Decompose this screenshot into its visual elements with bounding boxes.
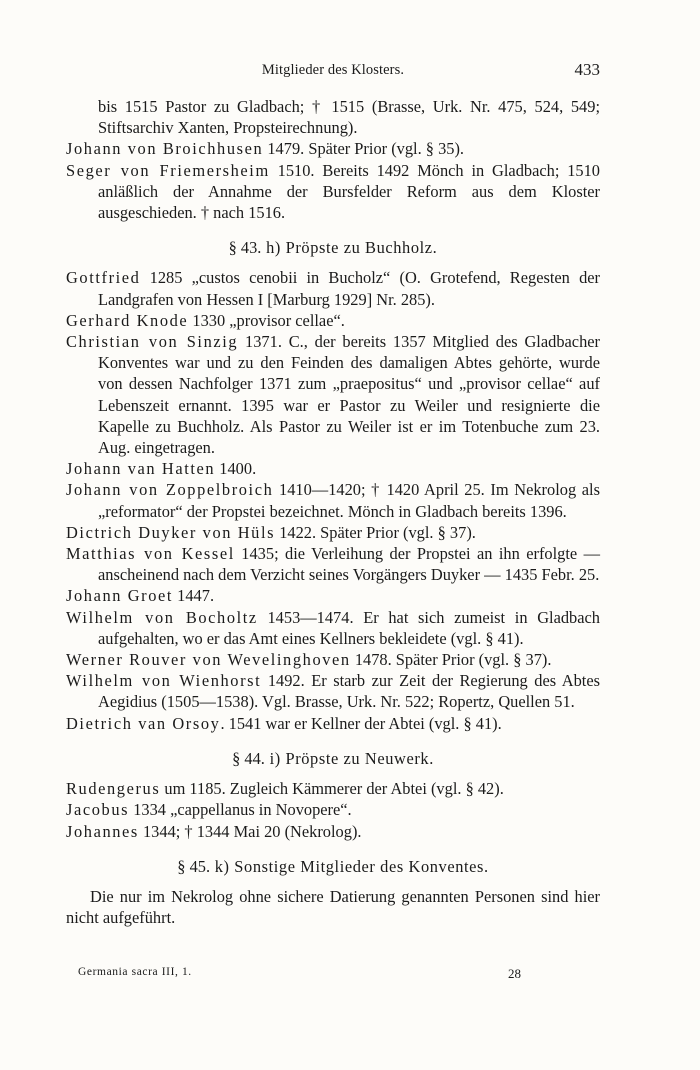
person-entry [66, 479, 600, 521]
running-header [66, 62, 600, 84]
section-title: h) Pröpste zu Buchholz. [261, 238, 438, 258]
person-entry [66, 331, 600, 458]
person-entry [66, 607, 600, 649]
page-body [66, 96, 600, 928]
person-details: 1453—1474. Er hat sich zumeist in Gladbach aufgehalten, wo er das Amt eines Kellners bekleidete (vgl. § 41). [98, 607, 600, 648]
person-name: Werner Rouver von Wevelinghoven [66, 650, 351, 670]
person-name: Johannes [66, 821, 139, 841]
running-title: Mitglieder des Klosters. [261, 62, 405, 78]
person-entry [66, 522, 600, 543]
person-details: 1371. C., der bereits 1357 Mitglied des Gladbacher Konventes war und zu den Feinden des damaligen Abtes gehörte, wurde von dessen Nachfolger 1371 zum „praepositus“ und „provisor cellae“ auf Lebenszeit ernannt. 1395 war er Pastor zu Weiler und resignierte die Kapelle zu Buchholz. Als Pastor zu Weiler ist er im Totenbuche zum 23. Aug. eingetragen. [98, 332, 600, 458]
person-name: Wilhelm von Bocholtz [66, 607, 258, 627]
person-entry [66, 821, 600, 842]
page-number: 433 [574, 60, 600, 79]
section-title: i) Pröpste zu Neuwerk. [264, 748, 434, 768]
continuation-text: bis 1515 Pastor zu Gladbach; † 1515 (Brasse, Urk. Nr. 475, 524, 549; Stiftsarchiv Xanten, Propsteirechnung). [98, 97, 600, 138]
person-name: Johann von Broichhusen [66, 139, 264, 159]
sheet-number: 28 [508, 966, 521, 981]
person-entry [66, 267, 600, 309]
person-details: 1400. [215, 459, 257, 479]
person-entry [66, 138, 600, 159]
person-details: 1435; die Verleihung der Propstei an ihn erfolgte — anscheinend nach dem Verzicht seines Vorgängers Duyker — 1435 Febr. 25. [98, 544, 600, 585]
section-number: § 45. [177, 856, 211, 876]
section-heading-45 [66, 856, 600, 877]
person-name: Jacobus [66, 800, 130, 820]
person-entry [66, 543, 600, 585]
section-number: § 44. [232, 748, 265, 768]
section-heading-43 [66, 237, 600, 258]
person-name: Gerhard Knode [66, 310, 189, 330]
person-details: 1422. Später Prior (vgl. § 37). [275, 522, 476, 542]
person-name: Rudengerus [66, 779, 161, 799]
section-45-paragraph: Die nur im Nekrolog ohne sichere Datierung genannten Personen sind hier nicht aufgeführt. [66, 886, 600, 928]
person-entry [66, 670, 600, 712]
person-name: Christian von Sinzig [66, 332, 239, 352]
person-entry [66, 160, 600, 224]
page-footer [78, 966, 528, 984]
person-entry [66, 458, 600, 479]
person-entry [66, 778, 600, 799]
person-entry [66, 799, 600, 820]
section-43-entry-list [66, 267, 600, 733]
person-details: 1478. Später Prior (vgl. § 37). [350, 650, 552, 670]
person-details: 1330 „provisor cellae“. [188, 310, 345, 330]
person-name: Matthias von Kessel [66, 544, 235, 564]
section-heading-44 [66, 748, 600, 769]
person-details: 1510. Bereits 1492 Mönch in Gladbach; 1510 anläßlich der Annahme der Bursfelder Reform aus dem Kloster ausgeschieden. † nach 1516. [98, 160, 600, 223]
person-details: um 1185. Zugleich Kämmerer der Abtei (vgl. § 42). [160, 779, 504, 799]
person-details: 1447. [173, 586, 215, 606]
person-name: Dictrich Duyker von Hüls [66, 522, 276, 542]
intro-entry-list [66, 138, 600, 223]
person-name: Johann Groet [66, 586, 174, 606]
person-name: Wilhelm von Wienhorst [66, 671, 262, 691]
person-details: 1479. Später Prior (vgl. § 35). [263, 139, 465, 159]
person-name: Seger von Friemersheim [66, 160, 270, 180]
person-name: Johann van Hatten [66, 459, 216, 479]
person-name: Dietrich van Orsoy [66, 713, 221, 733]
person-details: 1334 „cappellanus in Novopere“. [129, 800, 352, 820]
section-44-entry-list [66, 778, 600, 842]
person-name: Gottfried [66, 268, 141, 288]
person-details: . 1541 war er Kellner der Abtei (vgl. § 41). [220, 713, 502, 733]
footer-signature: Germania sacra III, 1. [78, 966, 192, 978]
person-details: 1410—1420; † 1420 April 25. Im Nekrolog als „reformator“ der Propstei bezeichnet. Mönch in Gladbach bereits 1396. [98, 480, 600, 521]
person-entry [66, 649, 600, 670]
section-title: k) Sonstige Mitglieder des Konventes. [210, 856, 489, 876]
person-entry [66, 310, 600, 331]
section-number: § 43. [228, 238, 262, 258]
person-name: Johann von Zoppelbroich [66, 480, 274, 500]
person-entry [66, 585, 600, 606]
person-details: 1492. Er starb zur Zeit der Regierung des Abtes Aegidius (1505—1538). Vgl. Brasse, Urk. Nr. 522; Ropertz, Quellen 51. [98, 671, 600, 712]
person-details: 1285 „custos cenobii in Bucholz“ (O. Grotefend, Regesten der Landgrafen von Hessen I [Marburg 1929] Nr. 285). [98, 268, 600, 309]
person-details: 1344; † 1344 Mai 20 (Nekrolog). [138, 821, 362, 841]
person-entry [66, 713, 600, 734]
